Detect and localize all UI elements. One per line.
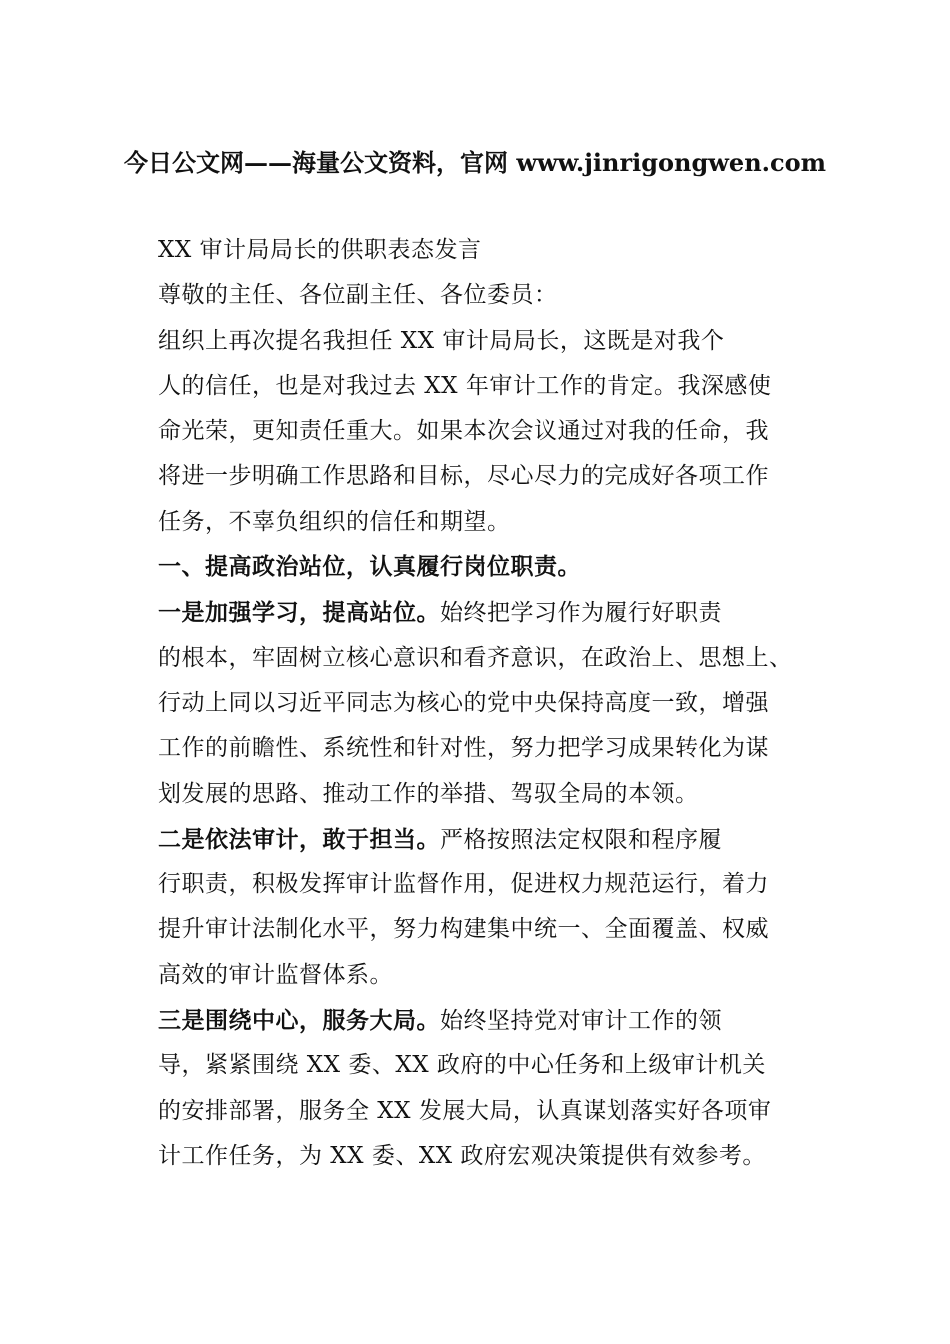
point-3-line: 的安排部署，服务全 XX 发展大局，认真谋划落实好各项审 <box>158 1097 772 1124</box>
salutation: 尊敬的主任、各位副主任、各位委员： <box>158 282 558 309</box>
point-2-first-line-rest: 严格按照法定权限和程序履 <box>440 826 722 853</box>
intro-line-1: 组织上再次提名我担任 XX 审计局局长，这既是对我个 <box>158 327 725 354</box>
intro-line-2: 人的信任，也是对我过去 XX 年审计工作的肯定。我深感使 <box>158 372 772 399</box>
site-header: 今日公文网——海量公文资料，官网 www.jinrigongwen.com <box>123 148 827 177</box>
document-body <box>158 228 858 1179</box>
point-3-first-line-rest: 始终坚持党对审计工作的领 <box>440 1008 722 1035</box>
section-heading-1: 一、提高政治站位，认真履行岗位职责。 <box>158 554 581 581</box>
point-2-line: 高效的审计监督体系。 <box>158 961 393 988</box>
point-2-line: 行职责，积极发挥审计监督作用，促进权力规范运行，着力 <box>158 871 769 898</box>
point-1-line: 的根本，牢固树立核心意识和看齐意识，在政治上、思想上、 <box>158 644 793 671</box>
document-title: XX 审计局局长的供职表态发言 <box>158 237 482 263</box>
point-1-line: 行动上同以习近平同志为核心的党中央保持高度一致，增强 <box>158 689 769 716</box>
point-2-lead: 二是依法审计，敢于担当。 <box>158 825 440 853</box>
point-1-first-line-rest: 始终把学习作为履行好职责 <box>440 600 722 627</box>
point-1-first-line <box>158 590 858 635</box>
point-2-line: 提升审计法制化水平，努力构建集中统一、全面覆盖、权威 <box>158 916 769 943</box>
point-2-first-line <box>158 817 858 862</box>
point-1-line: 工作的前瞻性、系统性和针对性，努力把学习成果转化为谋 <box>158 735 769 762</box>
intro-line-3: 命光荣，更知责任重大。如果本次会议通过对我的任命，我 <box>158 418 769 445</box>
intro-line-4: 将进一步明确工作思路和目标，尽心尽力的完成好各项工作 <box>158 463 769 490</box>
point-1-line: 划发展的思路、推动工作的举措、驾驭全局的本领。 <box>158 780 699 807</box>
point-1-lead: 一是加强学习，提高站位。 <box>158 599 440 627</box>
point-3-line: 计工作任务，为 XX 委、XX 政府宏观决策提供有效参考。 <box>158 1142 766 1169</box>
intro-line-5: 任务，不辜负组织的信任和期望。 <box>158 508 511 535</box>
point-3-first-line <box>158 998 858 1043</box>
point-3-line: 导，紧紧围绕 XX 委、XX 政府的中心任务和上级审计机关 <box>158 1052 766 1079</box>
point-3-lead: 三是围绕中心，服务大局。 <box>158 1007 440 1035</box>
